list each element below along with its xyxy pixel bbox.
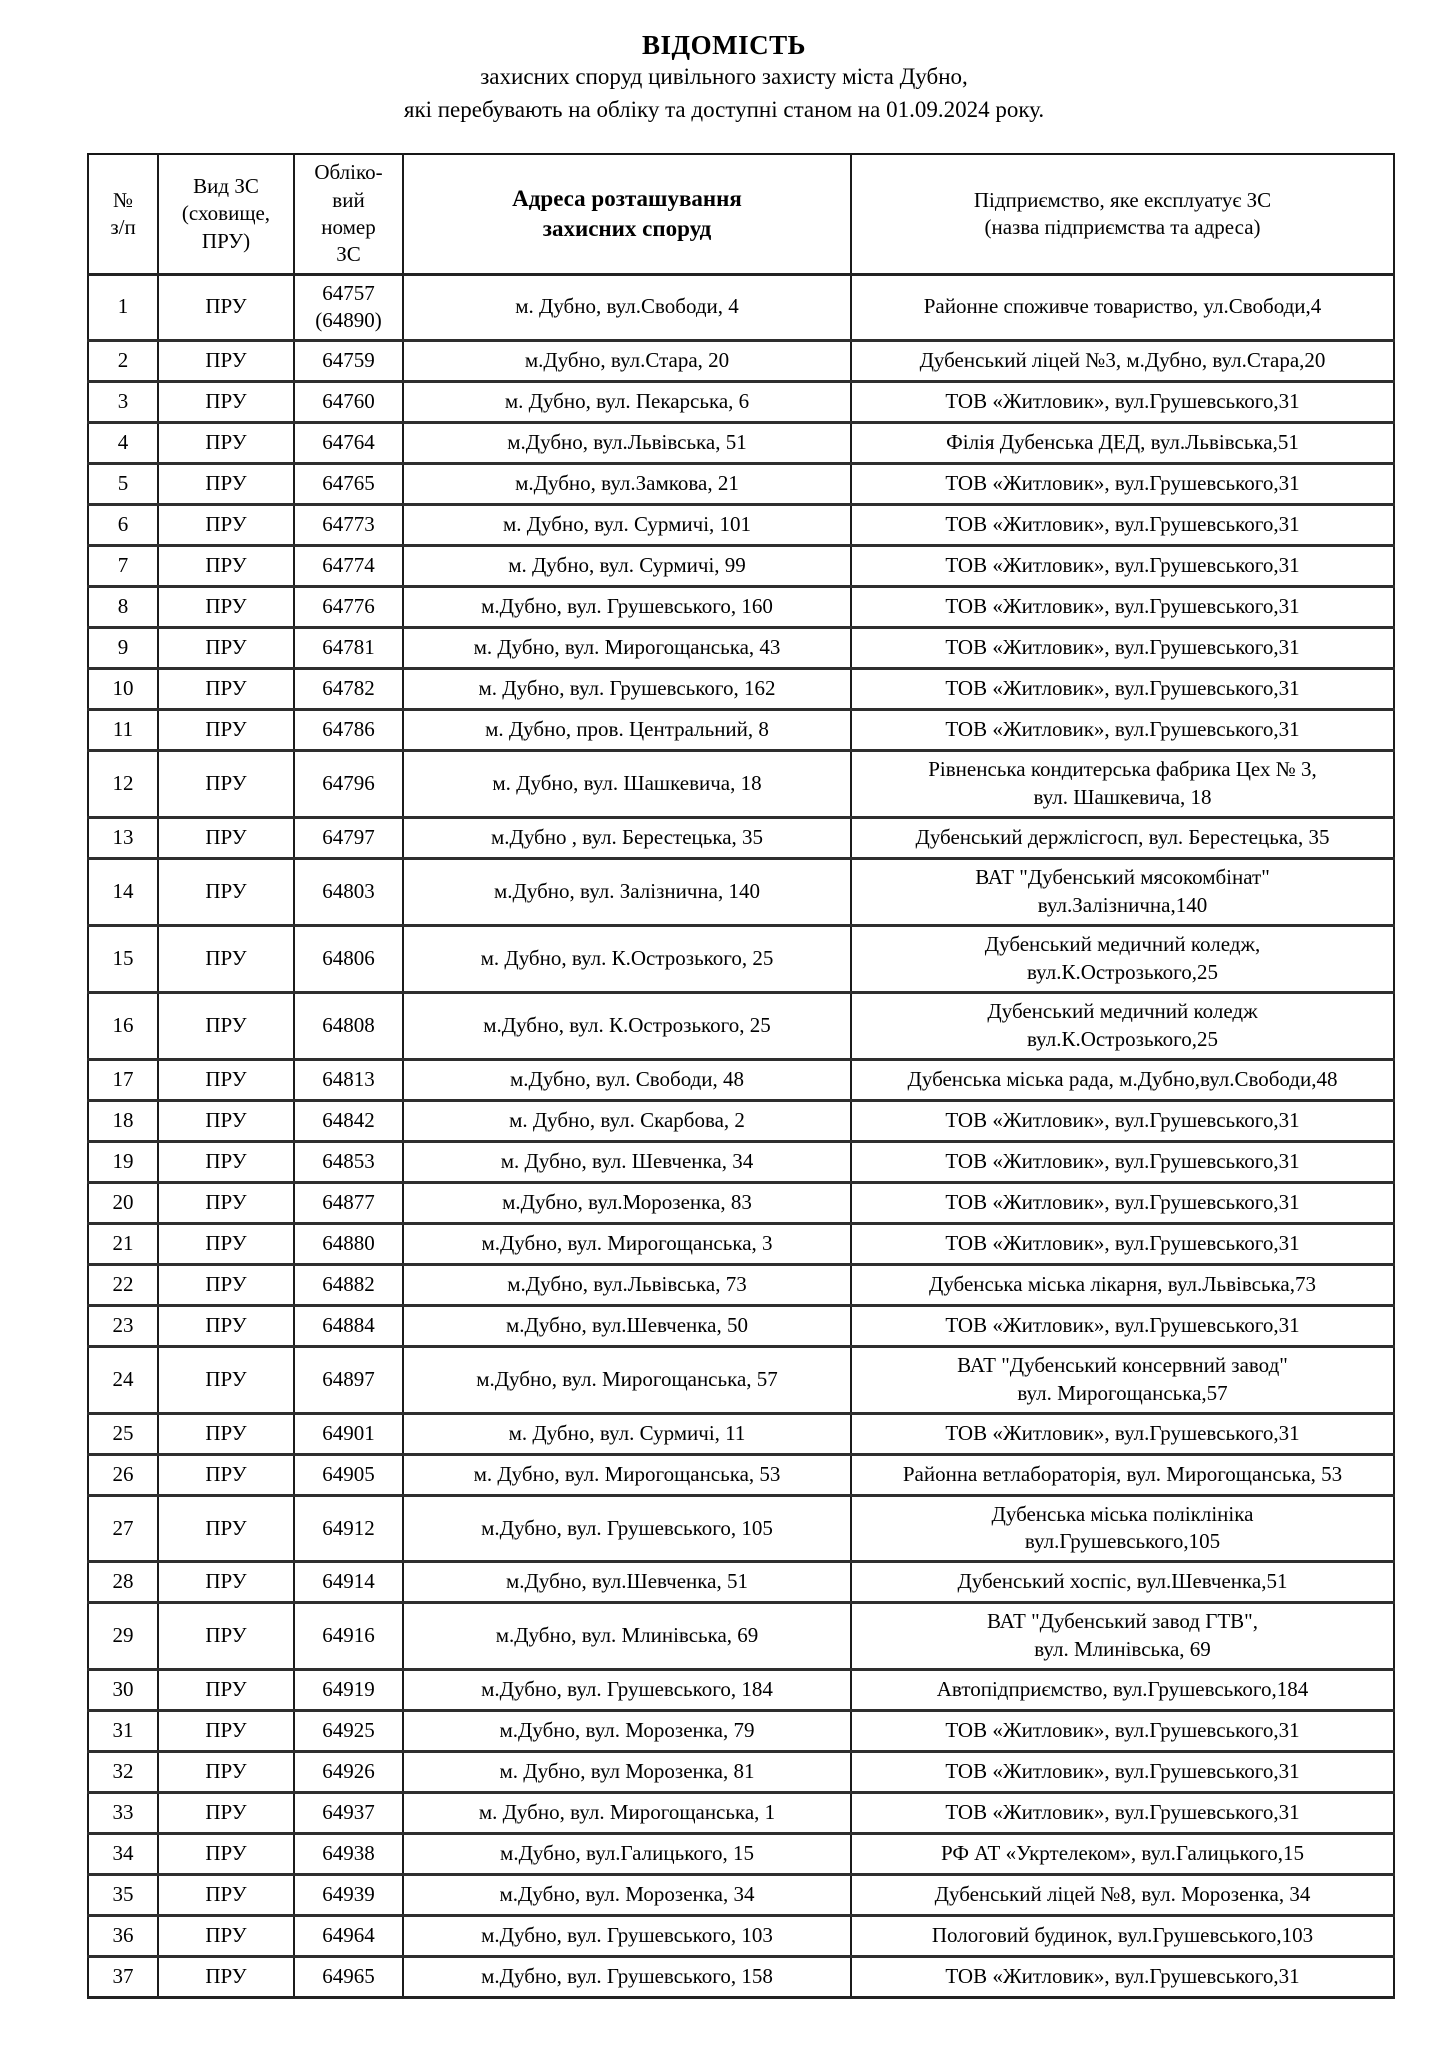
cell-shelter-type: ПРУ	[158, 1346, 294, 1413]
cell-address: м. Дубно, вул. К.Острозького, 25	[403, 926, 851, 993]
shelters-table	[87, 153, 1395, 1999]
cell-row-number: 15	[88, 926, 158, 993]
cell-row-number: 20	[88, 1182, 158, 1223]
cell-enterprise: Дубенська міська поліклініка вул.Грушевського,105	[851, 1495, 1394, 1562]
cell-shelter-type: ПРУ	[158, 1793, 294, 1834]
cell-registration-number: 64782	[294, 669, 403, 710]
cell-shelter-type: ПРУ	[158, 1141, 294, 1182]
table-row	[88, 587, 1394, 628]
table-row	[88, 751, 1394, 818]
cell-enterprise: ТОВ «Житловик», вул.Грушевського,31	[851, 669, 1394, 710]
cell-address: м.Дубно, вул. Морозенка, 79	[403, 1711, 851, 1752]
cell-address: м. Дубно, вул. Пекарська, 6	[403, 382, 851, 423]
document-subtitle-line1: захисних споруд цивільного захисту міста Дубно,	[480, 64, 968, 89]
cell-shelter-type: ПРУ	[158, 423, 294, 464]
cell-registration-number: 64842	[294, 1100, 403, 1141]
table-row	[88, 1141, 1394, 1182]
cell-address: м.Дубно, вул. Млинівська, 69	[403, 1603, 851, 1670]
cell-enterprise: Пологовий будинок, вул.Грушевського,103	[851, 1916, 1394, 1957]
cell-address: м. Дубно, вул. Сурмичі, 101	[403, 505, 851, 546]
cell-enterprise: ТОВ «Житловик», вул.Грушевського,31	[851, 1223, 1394, 1264]
header-registration-number: Обліко- вий номер ЗС	[294, 154, 403, 274]
cell-row-number: 37	[88, 1957, 158, 1998]
table-row	[88, 859, 1394, 926]
table-row	[88, 382, 1394, 423]
table-row	[88, 818, 1394, 859]
cell-address: м. Дубно, вул. Скарбова, 2	[403, 1100, 851, 1141]
cell-registration-number: 64813	[294, 1059, 403, 1100]
cell-row-number: 17	[88, 1059, 158, 1100]
cell-row-number: 26	[88, 1454, 158, 1495]
table-row	[88, 1957, 1394, 1998]
cell-shelter-type: ПРУ	[158, 382, 294, 423]
cell-shelter-type: ПРУ	[158, 751, 294, 818]
cell-row-number: 30	[88, 1670, 158, 1711]
cell-shelter-type: ПРУ	[158, 1100, 294, 1141]
table-row	[88, 710, 1394, 751]
table-row	[88, 1454, 1394, 1495]
cell-address: м.Дубно , вул. Берестецька, 35	[403, 818, 851, 859]
cell-row-number: 35	[88, 1875, 158, 1916]
cell-shelter-type: ПРУ	[158, 1711, 294, 1752]
cell-row-number: 9	[88, 628, 158, 669]
cell-shelter-type: ПРУ	[158, 1875, 294, 1916]
cell-row-number: 6	[88, 505, 158, 546]
header-shelter-type: Вид ЗС (сховище, ПРУ)	[158, 154, 294, 274]
cell-shelter-type: ПРУ	[158, 818, 294, 859]
table-row	[88, 464, 1394, 505]
cell-row-number: 12	[88, 751, 158, 818]
cell-registration-number: 64884	[294, 1305, 403, 1346]
cell-address: м. Дубно, вул. Шашкевича, 18	[403, 751, 851, 818]
cell-address: м.Дубно, вул. Мирогощанська, 3	[403, 1223, 851, 1264]
cell-shelter-type: ПРУ	[158, 341, 294, 382]
cell-row-number: 29	[88, 1603, 158, 1670]
table-body	[88, 274, 1394, 1998]
cell-enterprise: ТОВ «Житловик», вул.Грушевського,31	[851, 1305, 1394, 1346]
cell-registration-number: 64916	[294, 1603, 403, 1670]
cell-enterprise: ТОВ «Житловик», вул.Грушевського,31	[851, 1711, 1394, 1752]
document-title: ВІДОМІСТЬ	[642, 30, 806, 60]
cell-registration-number: 64808	[294, 992, 403, 1059]
cell-registration-number: 64774	[294, 546, 403, 587]
cell-enterprise: ТОВ «Житловик», вул.Грушевського,31	[851, 1957, 1394, 1998]
cell-row-number: 13	[88, 818, 158, 859]
cell-shelter-type: ПРУ	[158, 1413, 294, 1454]
cell-enterprise: ТОВ «Житловик», вул.Грушевського,31	[851, 1141, 1394, 1182]
table-row	[88, 1916, 1394, 1957]
cell-address: м.Дубно, вул. Грушевського, 103	[403, 1916, 851, 1957]
cell-row-number: 19	[88, 1141, 158, 1182]
cell-address: м.Дубно, вул.Львівська, 73	[403, 1264, 851, 1305]
cell-enterprise: ТОВ «Житловик», вул.Грушевського,31	[851, 1752, 1394, 1793]
cell-address: м.Дубно, вул. Мирогощанська, 57	[403, 1346, 851, 1413]
document-subtitle-line2: які перебувають на обліку та доступні станом на 01.09.2024 року.	[403, 96, 1045, 122]
table-row	[88, 1603, 1394, 1670]
cell-shelter-type: ПРУ	[158, 1834, 294, 1875]
cell-address: м.Дубно, вул. Залізнична, 140	[403, 859, 851, 926]
cell-address: м.Дубно, вул.Шевченка, 50	[403, 1305, 851, 1346]
cell-registration-number: 64796	[294, 751, 403, 818]
table-row	[88, 1670, 1394, 1711]
cell-enterprise: Дубенський медичний коледж вул.К.Острозького,25	[851, 992, 1394, 1059]
cell-row-number: 16	[88, 992, 158, 1059]
cell-address: м.Дубно, вул.Замкова, 21	[403, 464, 851, 505]
table-row	[88, 1834, 1394, 1875]
cell-address: м.Дубно, вул.Стара, 20	[403, 341, 851, 382]
cell-shelter-type: ПРУ	[158, 1223, 294, 1264]
cell-enterprise: ТОВ «Житловик», вул.Грушевського,31	[851, 505, 1394, 546]
cell-registration-number: 64797	[294, 818, 403, 859]
cell-row-number: 32	[88, 1752, 158, 1793]
cell-enterprise: Дубенський держлісгосп, вул. Берестецька, 35	[851, 818, 1394, 859]
cell-registration-number: 64937	[294, 1793, 403, 1834]
cell-address: м.Дубно, вул. Грушевського, 160	[403, 587, 851, 628]
table-row	[88, 341, 1394, 382]
cell-row-number: 34	[88, 1834, 158, 1875]
cell-shelter-type: ПРУ	[158, 505, 294, 546]
cell-registration-number: 64914	[294, 1562, 403, 1603]
cell-enterprise: Дубенський ліцей №3, м.Дубно, вул.Стара,20	[851, 341, 1394, 382]
cell-shelter-type: ПРУ	[158, 1495, 294, 1562]
cell-shelter-type: ПРУ	[158, 1670, 294, 1711]
cell-shelter-type: ПРУ	[158, 1305, 294, 1346]
cell-address: м. Дубно, вул. Мирогощанська, 53	[403, 1454, 851, 1495]
table-row	[88, 505, 1394, 546]
cell-registration-number: 64965	[294, 1957, 403, 1998]
cell-shelter-type: ПРУ	[158, 628, 294, 669]
cell-enterprise: ТОВ «Житловик», вул.Грушевського,31	[851, 587, 1394, 628]
cell-row-number: 1	[88, 274, 158, 341]
cell-address: м.Дубно, вул. Грушевського, 158	[403, 1957, 851, 1998]
cell-shelter-type: ПРУ	[158, 992, 294, 1059]
cell-registration-number: 64786	[294, 710, 403, 751]
table-row	[88, 1711, 1394, 1752]
cell-enterprise: ВАТ "Дубенський завод ГТВ", вул. Млинівська, 69	[851, 1603, 1394, 1670]
cell-shelter-type: ПРУ	[158, 274, 294, 341]
cell-enterprise: Районне споживче товариство, ул.Свободи,4	[851, 274, 1394, 341]
cell-enterprise: Дубенський хоспіс, вул.Шевченка,51	[851, 1562, 1394, 1603]
cell-shelter-type: ПРУ	[158, 546, 294, 587]
cell-row-number: 7	[88, 546, 158, 587]
cell-enterprise: Автопідприємство, вул.Грушевського,184	[851, 1670, 1394, 1711]
cell-address: м.Дубно, вул. Свободи, 48	[403, 1059, 851, 1100]
cell-enterprise: Дубенська міська рада, м.Дубно,вул.Свободи,48	[851, 1059, 1394, 1100]
cell-address: м.Дубно, вул.Шевченка, 51	[403, 1562, 851, 1603]
cell-shelter-type: ПРУ	[158, 669, 294, 710]
cell-enterprise: ТОВ «Житловик», вул.Грушевського,31	[851, 1793, 1394, 1834]
cell-registration-number: 64781	[294, 628, 403, 669]
table-row	[88, 274, 1394, 341]
cell-registration-number: 64803	[294, 859, 403, 926]
cell-enterprise: ТОВ «Житловик», вул.Грушевського,31	[851, 628, 1394, 669]
cell-address: м. Дубно, пров. Центральний, 8	[403, 710, 851, 751]
table-row	[88, 1059, 1394, 1100]
cell-enterprise: ТОВ «Житловик», вул.Грушевського,31	[851, 710, 1394, 751]
cell-address: м.Дубно, вул.Морозенка, 83	[403, 1182, 851, 1223]
header-row-number: № з/п	[88, 154, 158, 274]
table-row	[88, 628, 1394, 669]
cell-row-number: 25	[88, 1413, 158, 1454]
cell-row-number: 2	[88, 341, 158, 382]
table-row	[88, 1562, 1394, 1603]
cell-registration-number: 64926	[294, 1752, 403, 1793]
cell-registration-number: 64912	[294, 1495, 403, 1562]
cell-enterprise: Дубенський ліцей №8, вул. Морозенка, 34	[851, 1875, 1394, 1916]
cell-registration-number: 64964	[294, 1916, 403, 1957]
cell-registration-number: 64773	[294, 505, 403, 546]
cell-shelter-type: ПРУ	[158, 926, 294, 993]
cell-shelter-type: ПРУ	[158, 464, 294, 505]
table-row	[88, 1100, 1394, 1141]
table-row	[88, 1346, 1394, 1413]
cell-address: м. Дубно, вул Морозенка, 81	[403, 1752, 851, 1793]
cell-registration-number: 64757 (64890)	[294, 274, 403, 341]
cell-registration-number: 64901	[294, 1413, 403, 1454]
cell-enterprise: ВАТ "Дубенський консервний завод" вул. Мирогощанська,57	[851, 1346, 1394, 1413]
cell-registration-number: 64759	[294, 341, 403, 382]
cell-row-number: 8	[88, 587, 158, 628]
cell-row-number: 5	[88, 464, 158, 505]
cell-row-number: 31	[88, 1711, 158, 1752]
cell-row-number: 33	[88, 1793, 158, 1834]
cell-enterprise: Рівненська кондитерська фабрика Цех № 3, вул. Шашкевича, 18	[851, 751, 1394, 818]
cell-enterprise: ТОВ «Житловик», вул.Грушевського,31	[851, 464, 1394, 505]
cell-registration-number: 64760	[294, 382, 403, 423]
cell-row-number: 36	[88, 1916, 158, 1957]
table-row	[88, 992, 1394, 1059]
cell-registration-number: 64919	[294, 1670, 403, 1711]
cell-registration-number: 64880	[294, 1223, 403, 1264]
cell-row-number: 3	[88, 382, 158, 423]
cell-enterprise: ТОВ «Житловик», вул.Грушевського,31	[851, 1100, 1394, 1141]
cell-enterprise: ТОВ «Житловик», вул.Грушевського,31	[851, 382, 1394, 423]
table-row	[88, 1223, 1394, 1264]
cell-address: м.Дубно, вул.Галицького, 15	[403, 1834, 851, 1875]
cell-enterprise: РФ АТ «Укртелеком», вул.Галицького,15	[851, 1834, 1394, 1875]
cell-enterprise: Районна ветлабораторія, вул. Мирогощанська, 53	[851, 1454, 1394, 1495]
cell-enterprise: Дубенський медичний коледж, вул.К.Острозького,25	[851, 926, 1394, 993]
cell-address: м. Дубно, вул. Сурмичі, 99	[403, 546, 851, 587]
cell-enterprise: ТОВ «Житловик», вул.Грушевського,31	[851, 546, 1394, 587]
cell-registration-number: 64905	[294, 1454, 403, 1495]
cell-row-number: 10	[88, 669, 158, 710]
cell-row-number: 11	[88, 710, 158, 751]
cell-row-number: 21	[88, 1223, 158, 1264]
cell-enterprise: Дубенська міська лікарня, вул.Львівська,73	[851, 1264, 1394, 1305]
cell-address: м. Дубно, вул. Сурмичі, 11	[403, 1413, 851, 1454]
table-row	[88, 1875, 1394, 1916]
cell-shelter-type: ПРУ	[158, 1182, 294, 1223]
cell-registration-number: 64897	[294, 1346, 403, 1413]
header-address: Адреса розташування захисних споруд	[403, 154, 851, 274]
cell-shelter-type: ПРУ	[158, 1957, 294, 1998]
table-row	[88, 669, 1394, 710]
cell-registration-number: 64939	[294, 1875, 403, 1916]
cell-address: м. Дубно, вул. Мирогощанська, 1	[403, 1793, 851, 1834]
cell-registration-number: 64877	[294, 1182, 403, 1223]
cell-enterprise: ВАТ "Дубенський мясокомбінат" вул.Залізнична,140	[851, 859, 1394, 926]
table-row	[88, 423, 1394, 464]
cell-address: м. Дубно, вул. Шевченка, 34	[403, 1141, 851, 1182]
cell-address: м.Дубно, вул. Грушевського, 184	[403, 1670, 851, 1711]
cell-registration-number: 64853	[294, 1141, 403, 1182]
cell-address: м.Дубно, вул. Морозенка, 34	[403, 1875, 851, 1916]
cell-shelter-type: ПРУ	[158, 1562, 294, 1603]
table-header-row	[88, 154, 1394, 274]
cell-registration-number: 64765	[294, 464, 403, 505]
cell-address: м. Дубно, вул.Свободи, 4	[403, 274, 851, 341]
table-row	[88, 1793, 1394, 1834]
cell-enterprise: Філія Дубенська ДЕД, вул.Львівська,51	[851, 423, 1394, 464]
cell-row-number: 14	[88, 859, 158, 926]
cell-row-number: 24	[88, 1346, 158, 1413]
table-row	[88, 1182, 1394, 1223]
table-row	[88, 1413, 1394, 1454]
header-enterprise: Підприємство, яке експлуатує ЗС (назва підприємства та адреса)	[851, 154, 1394, 274]
table-row	[88, 1752, 1394, 1793]
cell-shelter-type: ПРУ	[158, 1603, 294, 1670]
cell-shelter-type: ПРУ	[158, 587, 294, 628]
cell-registration-number: 64776	[294, 587, 403, 628]
table-row	[88, 1305, 1394, 1346]
cell-row-number: 28	[88, 1562, 158, 1603]
cell-enterprise: ТОВ «Житловик», вул.Грушевського,31	[851, 1182, 1394, 1223]
cell-row-number: 18	[88, 1100, 158, 1141]
cell-registration-number: 64764	[294, 423, 403, 464]
table-row	[88, 926, 1394, 993]
table-row	[88, 546, 1394, 587]
cell-shelter-type: ПРУ	[158, 1752, 294, 1793]
cell-registration-number: 64882	[294, 1264, 403, 1305]
cell-shelter-type: ПРУ	[158, 1916, 294, 1957]
cell-row-number: 23	[88, 1305, 158, 1346]
cell-address: м. Дубно, вул. Мирогощанська, 43	[403, 628, 851, 669]
cell-row-number: 4	[88, 423, 158, 464]
cell-address: м.Дубно, вул. К.Острозького, 25	[403, 992, 851, 1059]
table-row	[88, 1495, 1394, 1562]
cell-shelter-type: ПРУ	[158, 859, 294, 926]
cell-enterprise: ТОВ «Житловик», вул.Грушевського,31	[851, 1413, 1394, 1454]
cell-shelter-type: ПРУ	[158, 1059, 294, 1100]
cell-registration-number: 64806	[294, 926, 403, 993]
cell-shelter-type: ПРУ	[158, 1264, 294, 1305]
cell-row-number: 22	[88, 1264, 158, 1305]
cell-address: м.Дубно, вул.Львівська, 51	[403, 423, 851, 464]
cell-address: м.Дубно, вул. Грушевського, 105	[403, 1495, 851, 1562]
cell-address: м. Дубно, вул. Грушевського, 162	[403, 669, 851, 710]
cell-shelter-type: ПРУ	[158, 710, 294, 751]
cell-row-number: 27	[88, 1495, 158, 1562]
cell-registration-number: 64925	[294, 1711, 403, 1752]
cell-shelter-type: ПРУ	[158, 1454, 294, 1495]
cell-registration-number: 64938	[294, 1834, 403, 1875]
table-row	[88, 1264, 1394, 1305]
